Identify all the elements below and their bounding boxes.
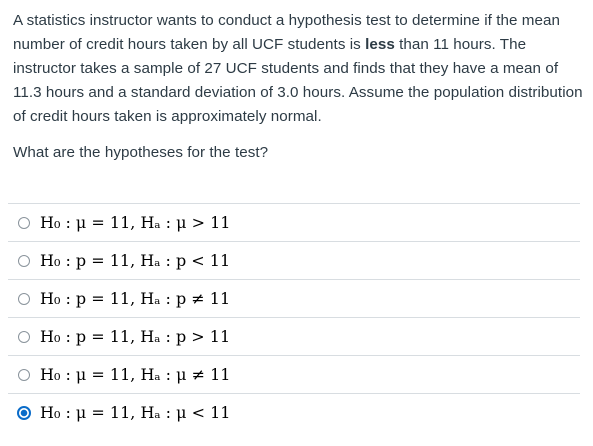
answer-option-5[interactable] <box>8 356 580 394</box>
radio-button-selected[interactable] <box>17 406 31 420</box>
question-emphasis: less <box>365 36 395 53</box>
answer-label: H₀ : μ = 11, Hₐ : μ < 11 <box>40 403 231 422</box>
radio-button[interactable] <box>18 369 30 381</box>
answer-option-3[interactable] <box>8 280 580 318</box>
answer-label: H₀ : p = 11, Hₐ : p ≠ 11 <box>40 289 231 308</box>
question-text-before: A statistics instructor wants to conduct a hypothesis test to determine if the mean number of credit hours taken by all UCF students is <box>13 12 560 53</box>
answer-label: H₀ : μ = 11, Hₐ : μ ≠ 11 <box>40 365 231 384</box>
answer-option-2[interactable] <box>8 242 580 280</box>
question-text-after: than 11 hours. The instructor takes a sample of 27 UCF students and finds that they have a mean of 11.3 hours and a standard deviation of 3.0 hours. Assume the population distribution of credit hours taken is approximately normal. <box>13 36 583 125</box>
answer-option-4[interactable] <box>8 318 580 356</box>
question-text <box>13 9 583 165</box>
radio-button[interactable] <box>18 293 30 305</box>
answer-option-6[interactable] <box>8 394 580 431</box>
answer-list <box>8 203 580 431</box>
answer-label: H₀ : p = 11, Hₐ : p > 11 <box>40 327 231 346</box>
radio-button[interactable] <box>18 331 30 343</box>
answer-label: H₀ : μ = 11, Hₐ : μ > 11 <box>40 213 231 232</box>
question-paragraph <box>13 9 583 129</box>
answer-option-1[interactable] <box>8 204 580 242</box>
answer-label: H₀ : p = 11, Hₐ : p < 11 <box>40 251 231 270</box>
radio-button[interactable] <box>18 217 30 229</box>
question-prompt: What are the hypotheses for the test? <box>13 144 269 161</box>
radio-button[interactable] <box>18 255 30 267</box>
